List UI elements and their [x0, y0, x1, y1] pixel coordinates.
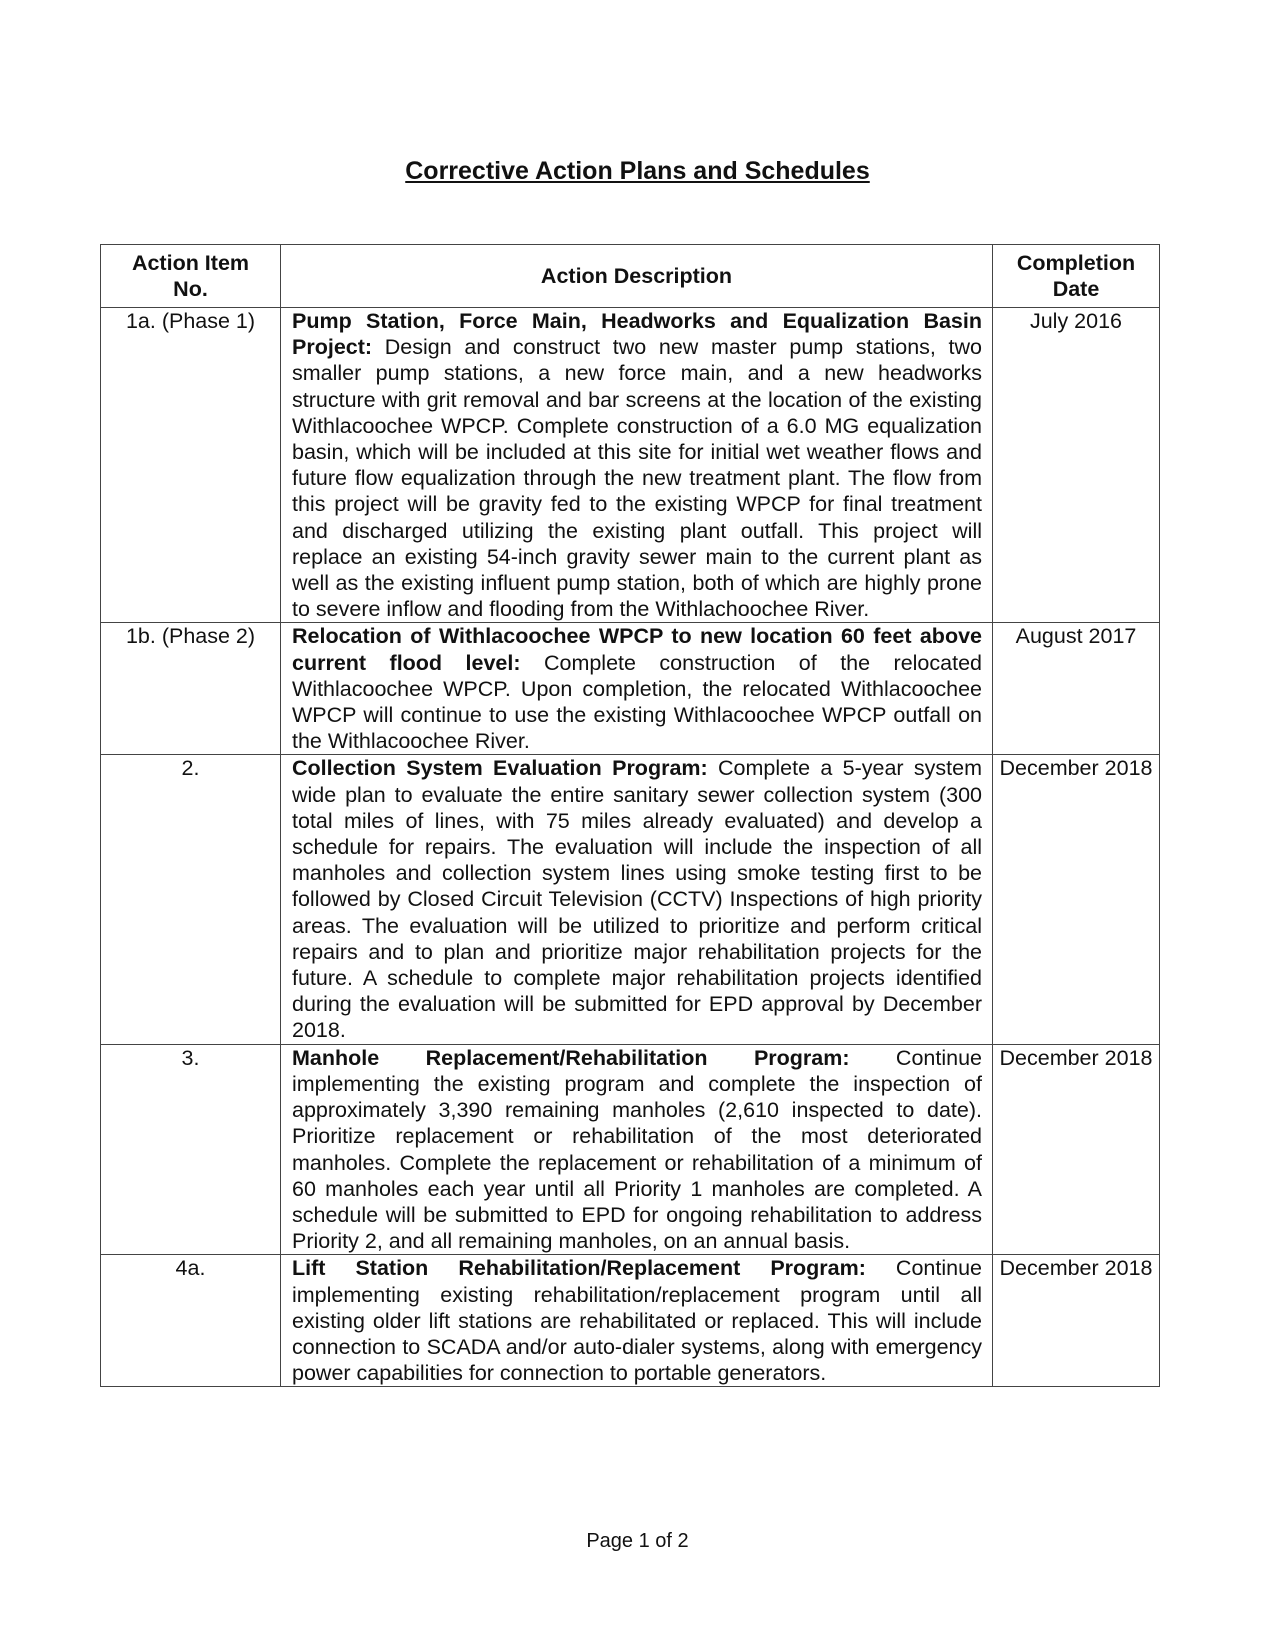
action-heading: Manhole Replacement/Rehabilitation Program: [292, 1045, 850, 1070]
action-body: Complete a 5-year system wide plan to evaluate the entire sanitary sewer collection system (300 total miles of lines, with 75 miles already evaluated) and develop a schedule for repairs. The evaluation will include the inspection of all manholes and collection system lines using smoke testing first to be followed by Closed Circuit Television (CCTV) Inspections of high priority areas. The evaluation will be utilized to prioritize and perform critical repairs and to plan and prioritize major rehabilitation projects for the future. A schedule to complete major rehabilitation projects identified during the evaluation will be submitted for EPD approval by December 2018. [292, 756, 982, 1043]
header-completion-line2: Date [1052, 277, 1100, 301]
table-row [101, 755, 1160, 1044]
action-description [281, 1255, 993, 1387]
action-item-number: 1b. (Phase 2) [101, 623, 281, 755]
action-description [281, 1044, 993, 1255]
table-row [101, 623, 1160, 755]
action-heading: Collection System Evaluation Program: [292, 756, 708, 781]
header-action-item-no [101, 245, 281, 308]
completion-date: December 2018 [993, 755, 1160, 1044]
corrective-action-table [100, 244, 1160, 1387]
action-item-number: 2. [101, 755, 281, 1044]
action-body: Design and construct two new master pump stations, two smaller pump stations, a new force main, and a new headworks structure with grit removal and bar screens at the location of the existing Withlacoochee WPCP. Complete construction of a 6.0 MG equalization basin, which will be included at this site for initial wet weather flows and future flow equalization through the new treatment plant. The flow from this project will be gravity fed to the existing WPCP for final treatment and discharged utilizing the existing plant outfall. This project will replace an existing 54-inch gravity sewer main to the current plant as well as the existing influent pump station, both of which are highly prone to severe inflow and flooding from the Withlachoochee River. [292, 335, 982, 622]
header-action-item-line2: No. [173, 277, 208, 301]
header-action-item-line1: Action Item [131, 250, 250, 275]
action-body: Continue implementing existing rehabilitation/replacement program until all existing older lift stations are rehabilitated or replaced. This will include connection to SCADA and/or auto-dialer systems, along with emergency power capabilities for connection to portable generators. [292, 1256, 982, 1386]
action-item-number: 3. [101, 1044, 281, 1255]
table-row [101, 1255, 1160, 1387]
completion-date: August 2017 [993, 623, 1160, 755]
completion-date: July 2016 [993, 308, 1160, 623]
action-heading: Relocation of Withlacoochee WPCP to new location 60 feet above current flood level: [292, 624, 982, 675]
header-completion-date [993, 245, 1160, 308]
table-row [101, 1044, 1160, 1255]
page-number-footer: Page 1 of 2 [586, 1530, 689, 1552]
table-header-row [101, 245, 1160, 308]
action-body: Complete construction of the relocated Withlacoochee WPCP. Upon completion, the relocated Withlacoochee WPCP will continue to use the existing Withlacoochee WPCP outfall on the Withlacoochee River. [292, 650, 982, 754]
completion-date: December 2018 [993, 1255, 1160, 1387]
header-action-description-label: Action Description [540, 263, 733, 288]
header-completion-line1: Completion [1016, 250, 1136, 275]
completion-date: December 2018 [993, 1044, 1160, 1255]
table-row [101, 308, 1160, 623]
page-title: Corrective Action Plans and Schedules [405, 157, 870, 185]
action-description [281, 755, 993, 1044]
action-item-number: 4a. [101, 1255, 281, 1387]
action-heading: Lift Station Rehabilitation/Replacement Program: [292, 1256, 866, 1281]
action-description [281, 308, 993, 623]
header-action-description [281, 245, 993, 308]
action-description [281, 623, 993, 755]
action-item-number: 1a. (Phase 1) [101, 308, 281, 623]
action-heading: Pump Station, Force Main, Headworks and Equalization Basin Project: [292, 309, 982, 360]
action-body: Continue implementing the existing program and complete the inspection of approximately 3,390 remaining manholes (2,610 inspected to date). Prioritize replacement or rehabilitation of the most deteriorated manholes. Complete the replacement or rehabilitation of a minimum of 60 manholes each year until all Priority 1 manholes are completed. A schedule will be submitted to EPD for ongoing rehabilitation to address Priority 2, and all remaining manholes, on an annual basis. [292, 1045, 982, 1254]
